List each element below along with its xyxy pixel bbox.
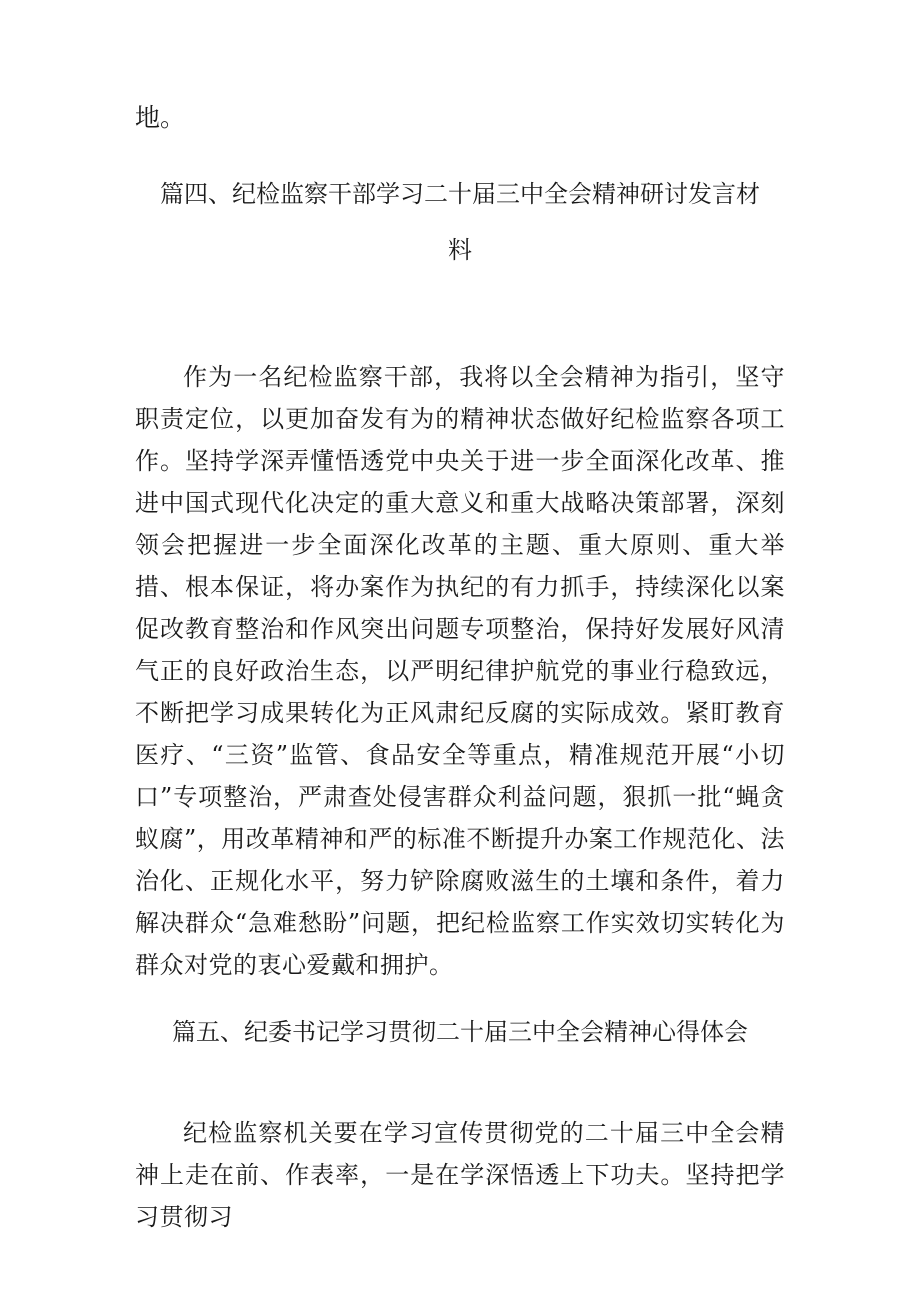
section-heading-4: 篇四、纪检监察干部学习二十届三中全会精神研讨发言材料 bbox=[160, 180, 760, 264]
text-fragment: 地。 bbox=[135, 103, 186, 132]
section-paragraph-5: 纪检监察机关要在学习宣传贯彻党的二十届三中全会精神上走在前、作表率，一是在学深悟透上下功夫。坚持把学习贯彻习 bbox=[135, 1119, 785, 1231]
section-heading-5: 篇五、纪委书记学习贯彻二十届三中全会精神心得体会 bbox=[172, 1018, 748, 1046]
section-paragraph-4: 作为一名纪检监察干部，我将以全会精神为指引，坚守职责定位，以更加奋发有为的精神状态做好纪检监察各项工作。坚持学深弄懂悟透党中央关于进一步全面深化改革、推进中国式现代化决定的重大意义和重大战略决策部署，深刻领会把握进一步全面深化改革的主题、重大原则、重大举措、根本保证，将办案作为执纪的有力抓手，持续深化以案促改教育整治和作风突出问题专项整治，保持好发展好风清气正的良好政治生态，以严明纪律护航党的事业行稳致远，不断把学习成果转化为正风肃纪反腐的实际成效。紧盯教育医疗、“三资”监管、食品安全等重点，精准规范开展“小切口”专项整治，严肃查处侵害群众利益问题，狠抓一批“蝇贪蚁腐”，用改革精神和严的标准不断提升办案工作规范化、法治化、正规化水平，努力铲除腐败滋生的土壤和条件，着力解决群众“急难愁盼”问题，把纪检监察工作实效切实转化为群众对党的衷心爱戴和拥护。 bbox=[135, 363, 785, 979]
